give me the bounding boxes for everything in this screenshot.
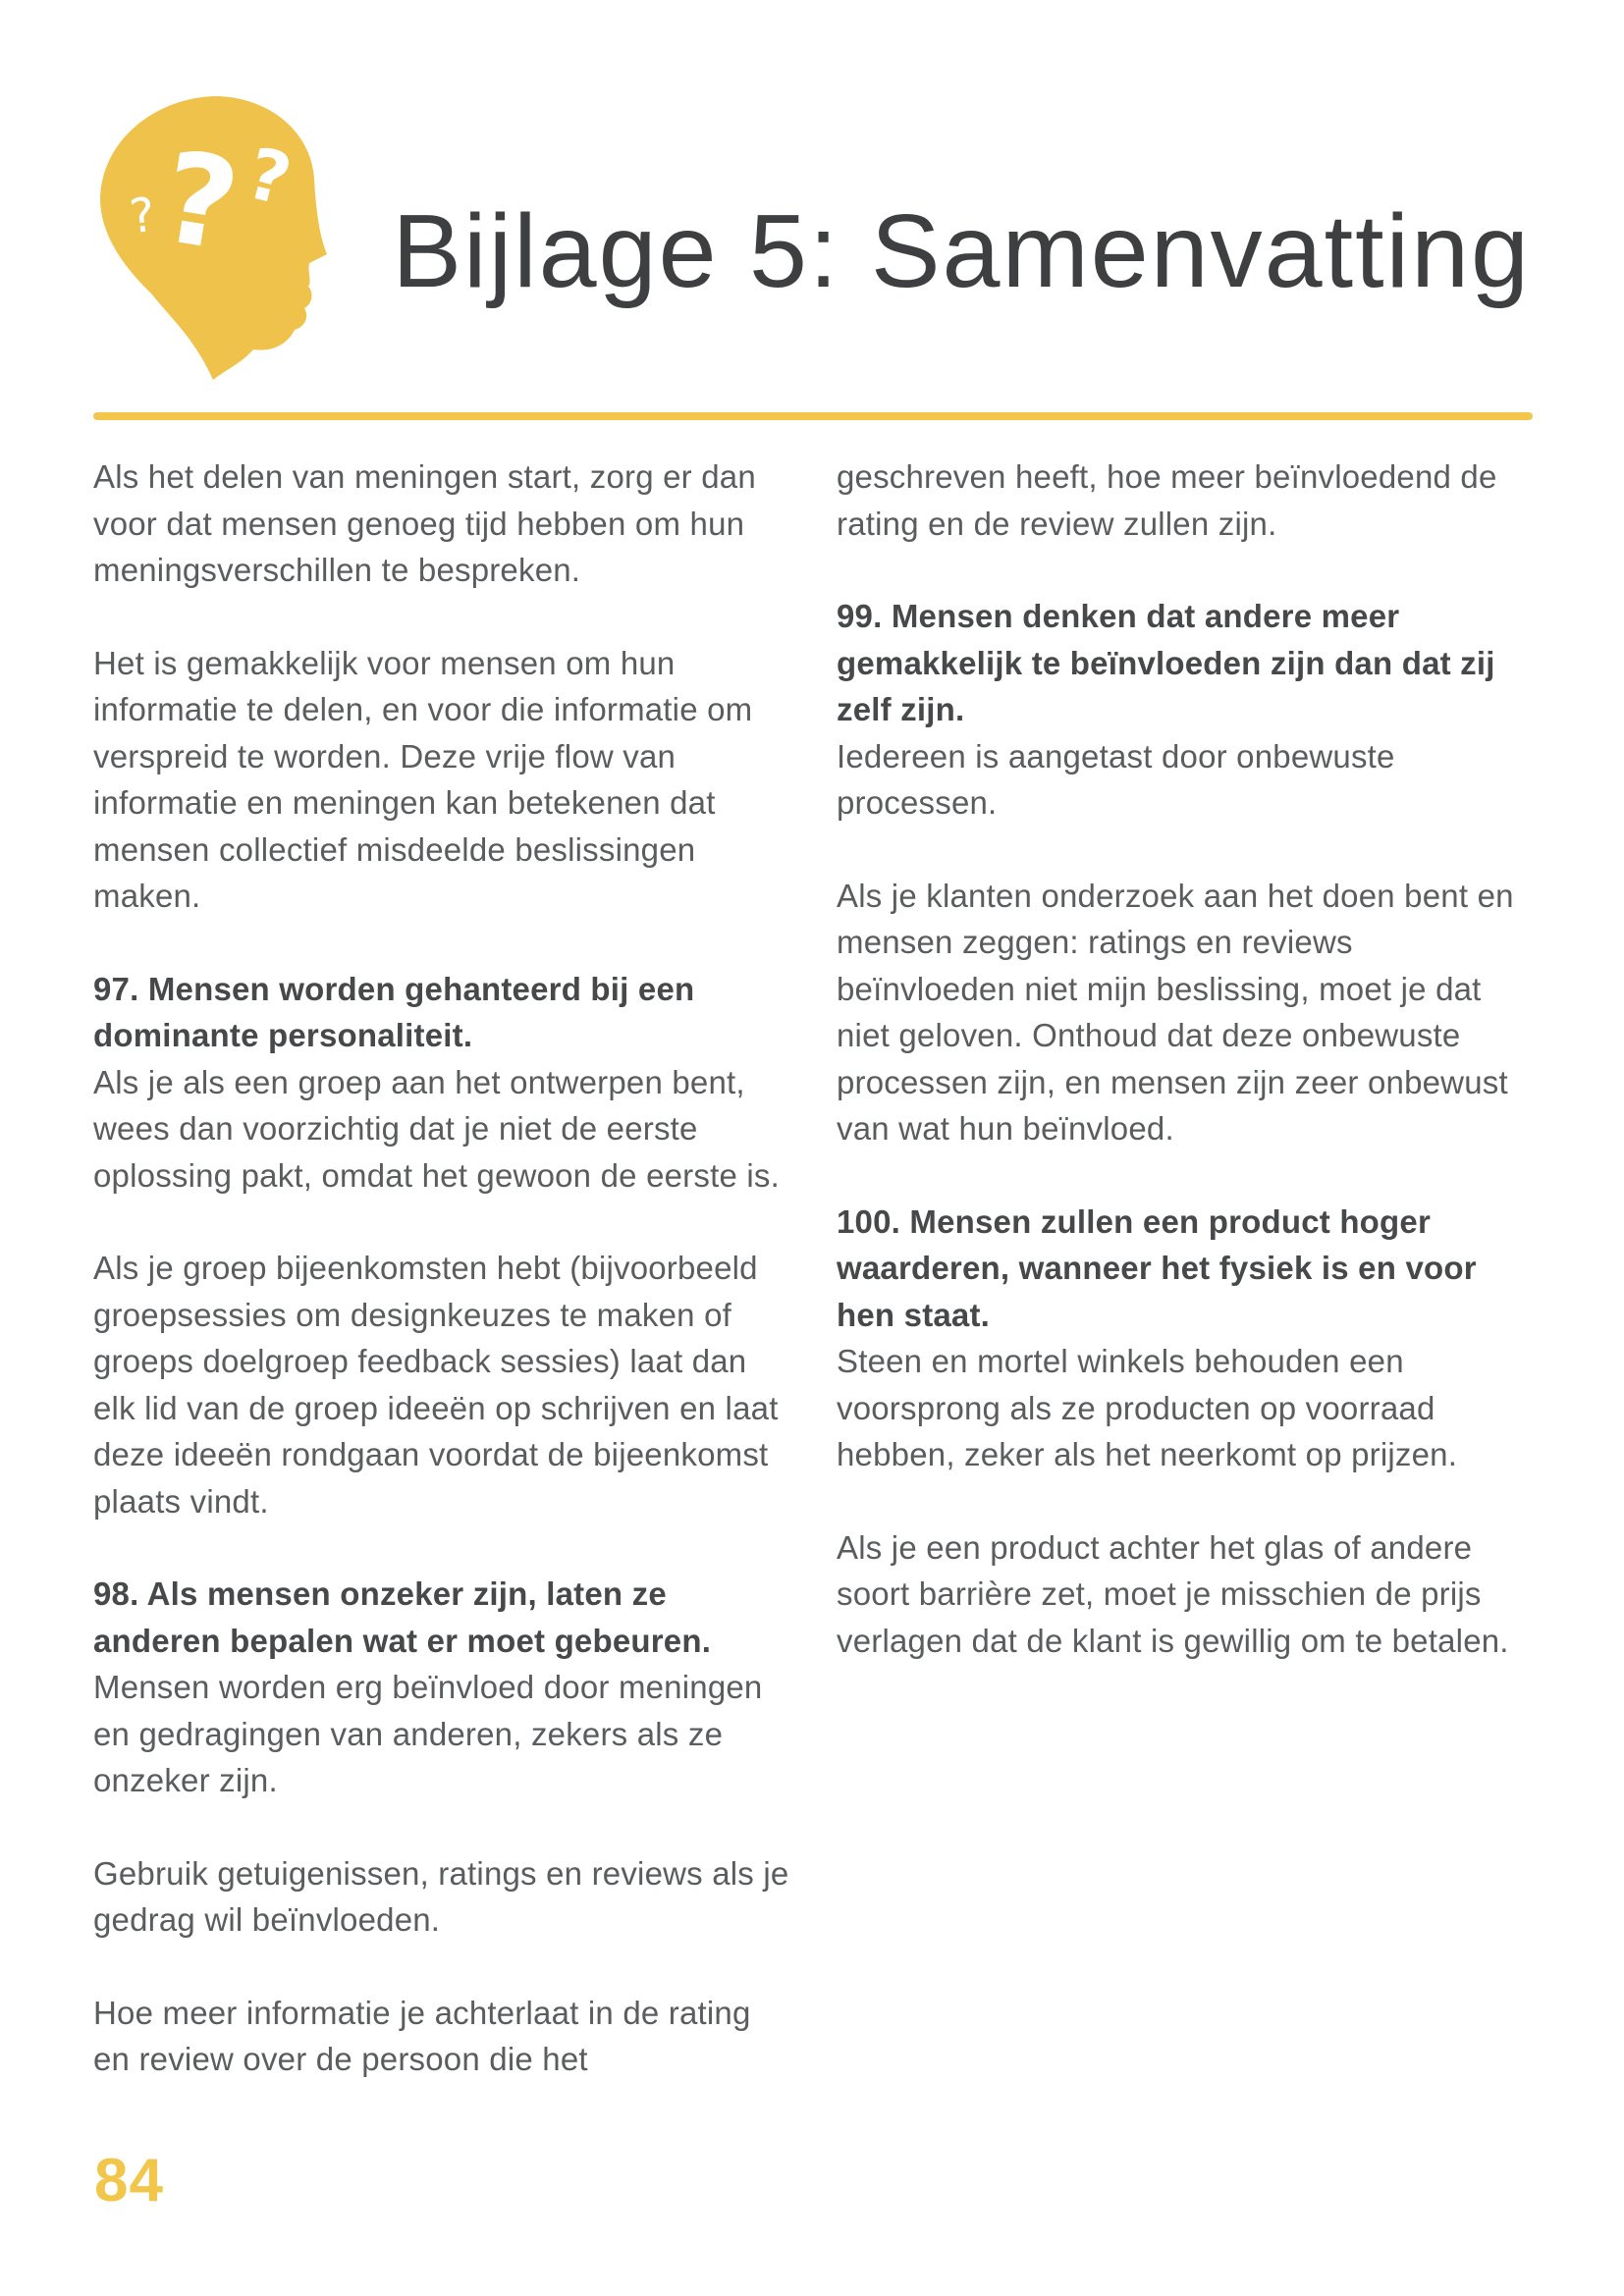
paragraph: Het is gemakkelijk voor mensen om hun informatie te delen, en voor die informatie om verspreid te worden. Deze vrije flow van informatie en meningen kan betekenen dat mensen collectief misdeelde beslissingen maken. [93, 644, 753, 914]
paragraph: Als je als een groep aan het ontwerpen bent, wees dan voorzichtig dat je niet de eerste oplossing pakt, omdat het gewoon de eerste is. [93, 1063, 780, 1194]
paragraph: Gebruik getuigenissen, ratings en reviews als je gedrag wil beïnvloeden. [93, 1854, 789, 1938]
paragraph: Iedereen is aangetast door onbewuste processen. [837, 737, 1395, 821]
section-heading: 98. Als mensen onzeker zijn, laten ze anderen bepalen wat er moet gebeuren. [93, 1575, 712, 1659]
paragraph: Mensen worden erg beïnvloed door meningen en gedragingen van anderen, zekers als ze onzeker zijn. [93, 1669, 763, 1798]
question-mark-medium: ? [239, 131, 299, 222]
question-mark-large: ? [152, 124, 248, 281]
paragraph: Hoe meer informatie je achterlaat in de rating en review over de persoon die het [93, 1994, 751, 2077]
paragraph: Als het delen van meningen start, zorg er dan voor dat mensen genoeg tijd hebben om hun meningsverschillen te bespreken. [93, 458, 756, 588]
paragraph: Steen en mortel winkels behouden een voorsprong als ze producten op voorraad hebben, zeker als het neerkomt op prijzen. [837, 1343, 1458, 1472]
divider-rule [93, 412, 1533, 420]
head-with-question-marks-icon [98, 94, 329, 384]
section-heading: 99. Mensen denken dat andere meer gemakkelijk te beïnvloeden zijn dan dat zij zelf zijn. [837, 598, 1495, 727]
page-title: Bijlage 5: Samenvatting [392, 193, 1531, 309]
question-mark-small: ? [126, 187, 159, 245]
body-content [93, 454, 1533, 2083]
paragraph: geschreven heeft, hoe meer beïnvloedend de rating en de review zullen zijn. [837, 458, 1497, 542]
page-number: 84 [94, 2147, 164, 2215]
section-heading: 97. Mensen worden gehanteerd bij een dominante personaliteit. [93, 970, 695, 1053]
paragraph: Als je groep bijeenkomsten hebt (bijvoorbeeld groepsessies om designkeuzes te maken of groeps doelgroep feedback sessies) laat dan elk lid van de groep ideeën op schrijven en laat deze ideeën rondgaan voordat de bijeenkomst plaats vindt. [93, 1250, 779, 1520]
column-left [93, 454, 789, 2083]
section-heading: 100. Mensen zullen een product hoger waarderen, wanneer het fysiek is en voor hen staat. [837, 1202, 1477, 1333]
column-right [837, 454, 1533, 2083]
paragraph: Als je een product achter het glas of andere soort barrière zet, moet je misschien de prijs verlagen dat de klant is gewillig om te betalen. [837, 1528, 1509, 1659]
paragraph: Als je klanten onderzoek aan het doen bent en mensen zeggen: ratings en reviews beïnvloeden niet mijn beslissing, moet je dat niet geloven. Onthoud dat deze onbewuste processen zijn, en mensen zijn zeer onbewust van wat hun beïnvloed. [837, 877, 1514, 1147]
